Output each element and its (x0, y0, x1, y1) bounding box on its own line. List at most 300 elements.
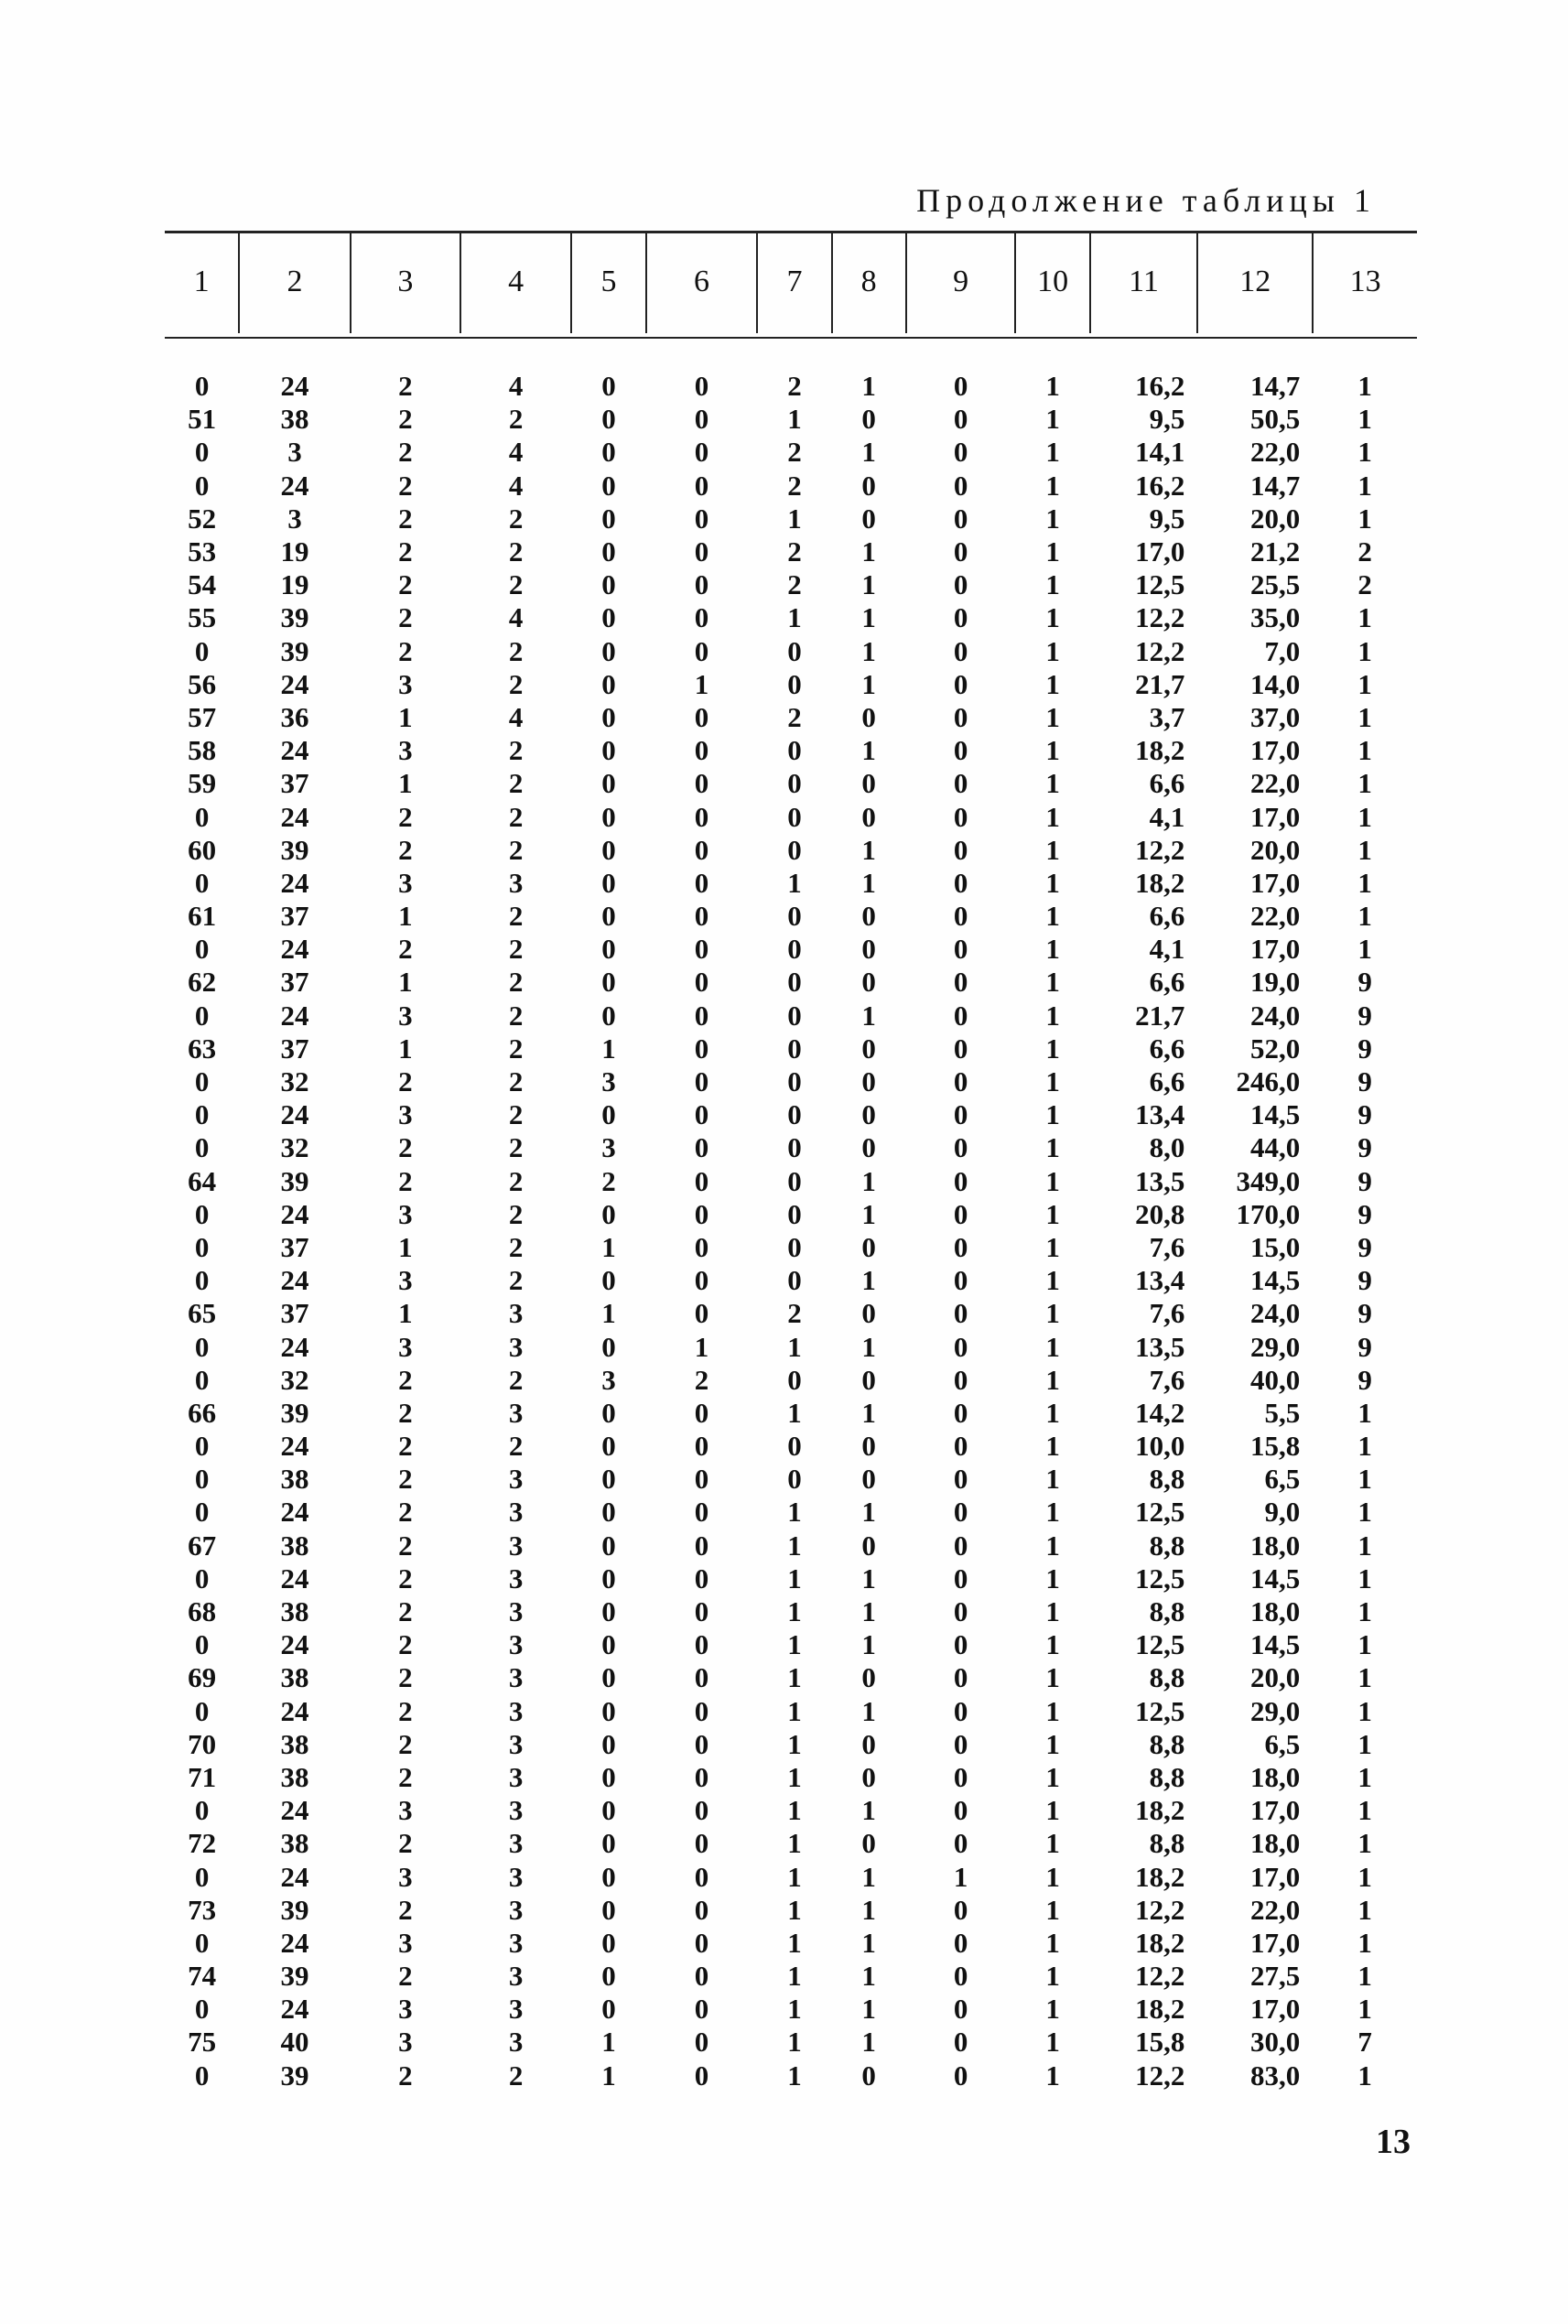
table-cell: 57 (188, 700, 217, 733)
table-cell: 0 (953, 866, 968, 899)
table-cell: 15,8 (1249, 1430, 1301, 1463)
table-cell: 0 (694, 999, 709, 1032)
table-cell: 3 (508, 1661, 524, 1694)
table-cell: 13,5 (1135, 1330, 1185, 1363)
table-row (165, 568, 1417, 601)
table-cell: 0 (601, 1993, 616, 2026)
table-cell: 1 (1357, 370, 1372, 403)
table-cell: 6,6 (1149, 900, 1185, 933)
table-cell: 12,2 (1135, 1893, 1185, 1926)
table-cell: 0 (694, 1430, 709, 1463)
table-cell: 0 (861, 1760, 876, 1793)
table-cell: 1 (861, 535, 876, 568)
table-cell: 0 (194, 370, 210, 403)
table-cell: 52,0 (1249, 1032, 1301, 1065)
table-cell: 0 (194, 1098, 210, 1131)
table-cell: 0 (694, 900, 709, 933)
table-cell: 3 (508, 1529, 524, 1562)
table-row (165, 1330, 1417, 1363)
table-cell: 24,0 (1249, 1297, 1301, 1330)
table-cell: 0 (953, 1463, 968, 1496)
table-row (165, 867, 1417, 900)
table-cell: 13,4 (1135, 1098, 1185, 1131)
table-cell: 12,2 (1135, 833, 1185, 866)
table-cell: 17,0 (1249, 933, 1301, 966)
table-cell: 1 (1045, 601, 1060, 634)
column-header-1: 1 (193, 265, 210, 298)
table-cell: 0 (694, 1893, 709, 1926)
header-row (165, 231, 1417, 333)
table-cell: 3 (398, 999, 413, 1032)
table-cell: 0 (694, 734, 709, 767)
table-cell: 3 (398, 1993, 413, 2026)
table-cell: 24 (280, 469, 309, 502)
table-cell: 1 (787, 2026, 802, 2059)
table-cell: 0 (861, 900, 876, 933)
table-cell: 0 (694, 1694, 709, 1727)
column-header-13: 13 (1313, 231, 1417, 333)
table-cell: 4,1 (1149, 933, 1185, 966)
table-cell: 9 (1357, 1363, 1372, 1396)
table-cell: 20,0 (1249, 833, 1301, 866)
table-cell: 1 (1045, 568, 1060, 601)
table-cell: 1 (787, 1993, 802, 2026)
column-header-3: 3 (351, 231, 460, 333)
table-cell: 12,5 (1135, 1694, 1185, 1727)
table-cell: 1 (861, 1595, 876, 1628)
table-cell: 7 (1357, 2026, 1372, 2059)
table-cell: 0 (953, 1330, 968, 1363)
table-cell: 18,0 (1249, 1529, 1301, 1562)
table-cell: 0 (787, 1032, 802, 1065)
table-cell: 0 (861, 1032, 876, 1065)
table-cell: 0 (953, 1562, 968, 1594)
table-cell: 1 (861, 1396, 876, 1429)
table-cell: 9 (1357, 1297, 1372, 1330)
table-cell: 3 (508, 1694, 524, 1727)
table-cell: 0 (953, 700, 968, 733)
table-cell: 7,6 (1149, 1363, 1185, 1396)
table-cell: 18,2 (1135, 1926, 1185, 1959)
table-cell: 3 (287, 436, 302, 469)
table-cell: 16,2 (1135, 370, 1185, 403)
table-cell: 10,0 (1135, 1430, 1185, 1463)
table-cell: 0 (194, 1330, 210, 1363)
table-cell: 24 (280, 1628, 309, 1661)
table-cell: 0 (861, 1430, 876, 1463)
table-cell: 56 (188, 667, 217, 700)
table-cell: 0 (787, 1098, 802, 1131)
table-cell: 2 (1357, 568, 1372, 601)
table-cell: 0 (861, 1098, 876, 1131)
table-cell: 1 (787, 1827, 802, 1860)
table-cell: 3 (508, 1562, 524, 1594)
table-cell: 0 (694, 833, 709, 866)
table-row (165, 834, 1417, 867)
table-cell: 7,0 (1264, 634, 1301, 667)
table-cell: 1 (1045, 1131, 1060, 1164)
table-cell: 1 (601, 1230, 616, 1263)
table-cell: 0 (694, 1860, 709, 1893)
table-cell: 0 (694, 1032, 709, 1065)
table-cell: 2 (787, 568, 802, 601)
table-cell: 3 (398, 1860, 413, 1893)
top-rule (165, 231, 1417, 233)
table-cell: 32 (280, 1363, 309, 1396)
table-cell: 0 (694, 1562, 709, 1594)
table-cell: 14,5 (1249, 1264, 1301, 1297)
table-cell: 1 (1357, 767, 1372, 800)
table-cell: 0 (601, 403, 616, 436)
table-cell: 2 (508, 1065, 524, 1098)
table-cell: 2 (398, 403, 413, 436)
table-cell: 2 (508, 502, 524, 535)
table-cell: 2 (398, 1960, 413, 1993)
table-cell: 1 (1045, 2059, 1060, 2092)
table-cell: 1 (787, 1727, 802, 1760)
table-cell: 0 (861, 1727, 876, 1760)
table-cell: 1 (861, 1860, 876, 1893)
table-cell: 0 (953, 900, 968, 933)
table-cell: 19,0 (1249, 966, 1301, 999)
table-cell: 1 (1045, 403, 1060, 436)
table-cell: 8,8 (1149, 1463, 1185, 1496)
table-cell: 0 (787, 1463, 802, 1496)
table-cell: 4 (508, 700, 524, 733)
table-cell: 1 (1045, 767, 1060, 800)
table-cell: 0 (194, 469, 210, 502)
table-cell: 4 (508, 436, 524, 469)
table-cell: 0 (953, 767, 968, 800)
table-cell: 18,0 (1249, 1760, 1301, 1793)
table-cell: 6,6 (1149, 767, 1185, 800)
table-cell: 1 (1357, 1529, 1372, 1562)
table-cell: 9 (1357, 1264, 1372, 1297)
table-cell: 2 (398, 568, 413, 601)
table-cell: 0 (861, 1363, 876, 1396)
table-cell: 6,6 (1149, 966, 1185, 999)
table-row (165, 1794, 1417, 1827)
table-cell: 0 (787, 1264, 802, 1297)
column-header-2: 2 (239, 231, 351, 333)
table-cell: 2 (398, 1694, 413, 1727)
table-cell: 35,0 (1249, 601, 1301, 634)
table-cell: 0 (953, 601, 968, 634)
table-cell: 20,8 (1135, 1197, 1185, 1230)
table-cell: 1 (787, 1860, 802, 1893)
table-row (165, 635, 1417, 668)
table-cell: 15,8 (1135, 2026, 1185, 2059)
table-cell: 0 (694, 1230, 709, 1263)
table-cell: 1 (1045, 1197, 1060, 1230)
table-cell: 1 (601, 1297, 616, 1330)
table-cell: 0 (694, 767, 709, 800)
table-cell: 2 (787, 370, 802, 403)
column-header-9: 9 (906, 231, 1016, 333)
page-number: 13 (1376, 2123, 1411, 2161)
table-cell: 37 (280, 966, 309, 999)
table-cell: 21,2 (1249, 535, 1301, 568)
table-cell: 0 (694, 568, 709, 601)
table-cell: 50,5 (1249, 403, 1301, 436)
table-cell: 24 (280, 999, 309, 1032)
table-cell: 0 (601, 1098, 616, 1131)
table-cell: 0 (694, 370, 709, 403)
table-cell: 0 (601, 1760, 616, 1793)
table-cell: 18,2 (1135, 1860, 1185, 1893)
table-cell: 0 (694, 634, 709, 667)
table-cell: 3 (398, 734, 413, 767)
table-cell: 0 (194, 1562, 210, 1594)
table-cell: 0 (953, 1827, 968, 1860)
table-cell: 24 (280, 800, 309, 833)
table-cell: 0 (601, 1727, 616, 1760)
table-cell: 12,2 (1135, 1960, 1185, 1993)
table-cell: 2 (398, 601, 413, 634)
table-cell: 1 (861, 667, 876, 700)
table-cell: 2 (787, 700, 802, 733)
table-cell: 0 (601, 1794, 616, 1827)
table-cell: 2 (508, 966, 524, 999)
table-cell: 1 (787, 403, 802, 436)
table-cell: 38 (280, 1760, 309, 1793)
table-cell: 1 (1045, 833, 1060, 866)
table-cell: 2 (398, 436, 413, 469)
table-cell: 3 (398, 1330, 413, 1363)
table-cell: 1 (1045, 800, 1060, 833)
table-cell: 1 (1357, 866, 1372, 899)
table-cell: 1 (1357, 1893, 1372, 1926)
table-cell: 2 (787, 535, 802, 568)
table-cell: 0 (601, 1694, 616, 1727)
table-cell: 3 (398, 2026, 413, 2059)
table-cell: 0 (694, 1529, 709, 1562)
table-cell: 62 (188, 966, 217, 999)
table-cell: 3 (508, 1628, 524, 1661)
table-cell: 0 (601, 1860, 616, 1893)
table-cell: 17,0 (1249, 1926, 1301, 1959)
table-cell: 2 (398, 469, 413, 502)
table-row (165, 2026, 1417, 2059)
table-cell: 3 (398, 866, 413, 899)
table-cell: 14,0 (1249, 667, 1301, 700)
table-cell: 0 (601, 800, 616, 833)
table-cell: 2 (398, 1893, 413, 1926)
table-cell: 0 (694, 1164, 709, 1197)
table-cell: 0 (601, 966, 616, 999)
table-cell: 29,0 (1249, 1330, 1301, 1363)
table-cell: 0 (787, 933, 802, 966)
table-cell: 0 (694, 1496, 709, 1529)
table-cell: 3 (508, 1496, 524, 1529)
table-cell: 9 (1357, 1164, 1372, 1197)
table-cell: 18,0 (1249, 1827, 1301, 1860)
table-cell: 1 (1045, 1926, 1060, 1959)
table-cell: 6,6 (1149, 1065, 1185, 1098)
table-cell: 32 (280, 1065, 309, 1098)
table-cell: 0 (194, 800, 210, 833)
table-cell: 2 (787, 469, 802, 502)
table-cell: 1 (1357, 734, 1372, 767)
table-row (165, 1364, 1417, 1397)
column-header-11: 11 (1090, 231, 1198, 333)
table-cell: 0 (953, 568, 968, 601)
table-cell: 25,5 (1249, 568, 1301, 601)
table-cell: 0 (694, 2026, 709, 2059)
table-cell: 1 (1357, 1794, 1372, 1827)
table-cell: 0 (787, 1430, 802, 1463)
table-cell: 19 (280, 568, 309, 601)
table-cell: 1 (1357, 1694, 1372, 1727)
table-cell: 3 (398, 1794, 413, 1827)
table-cell: 3 (508, 1760, 524, 1793)
table-cell: 0 (601, 1197, 616, 1230)
table-cell: 1 (787, 1661, 802, 1694)
table-cell: 17,0 (1135, 535, 1185, 568)
table-row (165, 1098, 1417, 1131)
table-cell: 0 (953, 2026, 968, 2059)
table-cell: 2 (508, 1197, 524, 1230)
table-cell: 22,0 (1249, 1893, 1301, 1926)
table-row (165, 1827, 1417, 1860)
table-cell: 2 (508, 535, 524, 568)
table-cell: 0 (601, 667, 616, 700)
table-cell: 20,0 (1249, 1661, 1301, 1694)
table-cell: 1 (787, 2059, 802, 2092)
table-cell: 0 (694, 966, 709, 999)
table-cell: 0 (194, 2059, 210, 2092)
table-cell: 2 (398, 1827, 413, 1860)
table-cell: 29,0 (1249, 1694, 1301, 1727)
table-cell: 2 (508, 999, 524, 1032)
table-cell: 36 (280, 700, 309, 733)
table-cell: 0 (861, 1463, 876, 1496)
table-cell: 0 (861, 469, 876, 502)
table-cell: 1 (398, 1032, 413, 1065)
table-cell: 1 (1045, 1430, 1060, 1463)
table-cell: 2 (398, 1131, 413, 1164)
table-cell: 66 (188, 1396, 217, 1429)
table-cell: 1 (398, 900, 413, 933)
table-cell: 0 (787, 900, 802, 933)
table-cell: 24 (280, 1197, 309, 1230)
table-cell: 1 (1357, 933, 1372, 966)
table-row (165, 436, 1417, 469)
table-cell: 37,0 (1249, 700, 1301, 733)
table-cell: 0 (953, 1960, 968, 1993)
table-row (165, 668, 1417, 701)
table-cell: 1 (1045, 1893, 1060, 1926)
table-cell: 0 (601, 1893, 616, 1926)
table-cell: 32 (280, 1131, 309, 1164)
table-cell: 12,5 (1135, 568, 1185, 601)
table-cell: 1 (1357, 900, 1372, 933)
table-cell: 1 (787, 1893, 802, 1926)
table-cell: 24 (280, 1860, 309, 1893)
table-cell: 1 (953, 1860, 968, 1893)
table-cell: 0 (601, 1463, 616, 1496)
table-cell: 1 (398, 700, 413, 733)
table-row (165, 1131, 1417, 1164)
table-cell: 0 (694, 1794, 709, 1827)
table-cell: 0 (861, 700, 876, 733)
table-cell: 2 (398, 370, 413, 403)
table-cell: 0 (601, 933, 616, 966)
table-cell: 40,0 (1249, 1363, 1301, 1396)
table-cell: 0 (601, 1562, 616, 1594)
table-cell: 0 (953, 1926, 968, 1959)
table-cell: 2 (508, 1164, 524, 1197)
table-row (165, 734, 1417, 767)
table-cell: 8,8 (1149, 1727, 1185, 1760)
table-cell: 27,5 (1249, 1960, 1301, 1993)
table-cell: 1 (1045, 1264, 1060, 1297)
table-cell: 1 (1045, 1164, 1060, 1197)
table-cell: 3 (398, 1098, 413, 1131)
table-cell: 1 (601, 2059, 616, 2092)
table-cell: 59 (188, 767, 217, 800)
table-cell: 0 (953, 370, 968, 403)
table-cell: 0 (953, 933, 968, 966)
table-cell: 0 (861, 1230, 876, 1263)
table-cell: 1 (398, 1297, 413, 1330)
table-cell: 75 (188, 2026, 217, 2059)
table-cell: 1 (1045, 1396, 1060, 1429)
table-cell: 2 (508, 1430, 524, 1463)
table-row (165, 701, 1417, 734)
table-cell: 22,0 (1249, 900, 1301, 933)
table-row (165, 1165, 1417, 1198)
table-cell: 3 (508, 1396, 524, 1429)
table-cell: 3 (508, 1727, 524, 1760)
table-cell: 0 (861, 767, 876, 800)
table-cell: 18,2 (1135, 1993, 1185, 2026)
table-cell: 1 (1045, 999, 1060, 1032)
table-cell: 14,5 (1249, 1562, 1301, 1594)
table-cell: 2 (398, 1164, 413, 1197)
table-row (165, 1297, 1417, 1330)
table-row (165, 1562, 1417, 1595)
data-table (165, 231, 1417, 2092)
table-cell: 170,0 (1236, 1197, 1301, 1230)
table-cell: 1 (861, 2026, 876, 2059)
table-row (165, 1993, 1417, 2026)
table-cell: 1 (1357, 800, 1372, 833)
table-cell: 2 (398, 1727, 413, 1760)
table-cell: 0 (694, 1131, 709, 1164)
table-cell: 1 (1357, 1960, 1372, 1993)
table-cell: 0 (194, 1926, 210, 1959)
table-cell: 1 (861, 370, 876, 403)
table-cell: 1 (1357, 1628, 1372, 1661)
table-cell: 0 (953, 999, 968, 1032)
table-cell: 3,7 (1149, 700, 1185, 733)
table-cell: 2 (398, 535, 413, 568)
table-row (165, 1595, 1417, 1628)
table-cell: 1 (398, 767, 413, 800)
table-row (165, 2059, 1417, 2092)
table-cell: 1 (1045, 1230, 1060, 1263)
table-cell: 1 (1357, 1463, 1372, 1496)
table-row (165, 503, 1417, 535)
table-caption: Продолжение таблицы 1 (916, 182, 1376, 219)
table-cell: 9,5 (1149, 502, 1185, 535)
table-cell: 52 (188, 502, 217, 535)
table-cell: 21,7 (1135, 999, 1185, 1032)
table-cell: 39 (280, 1164, 309, 1197)
table-cell: 24 (280, 1794, 309, 1827)
table-cell: 4 (508, 469, 524, 502)
